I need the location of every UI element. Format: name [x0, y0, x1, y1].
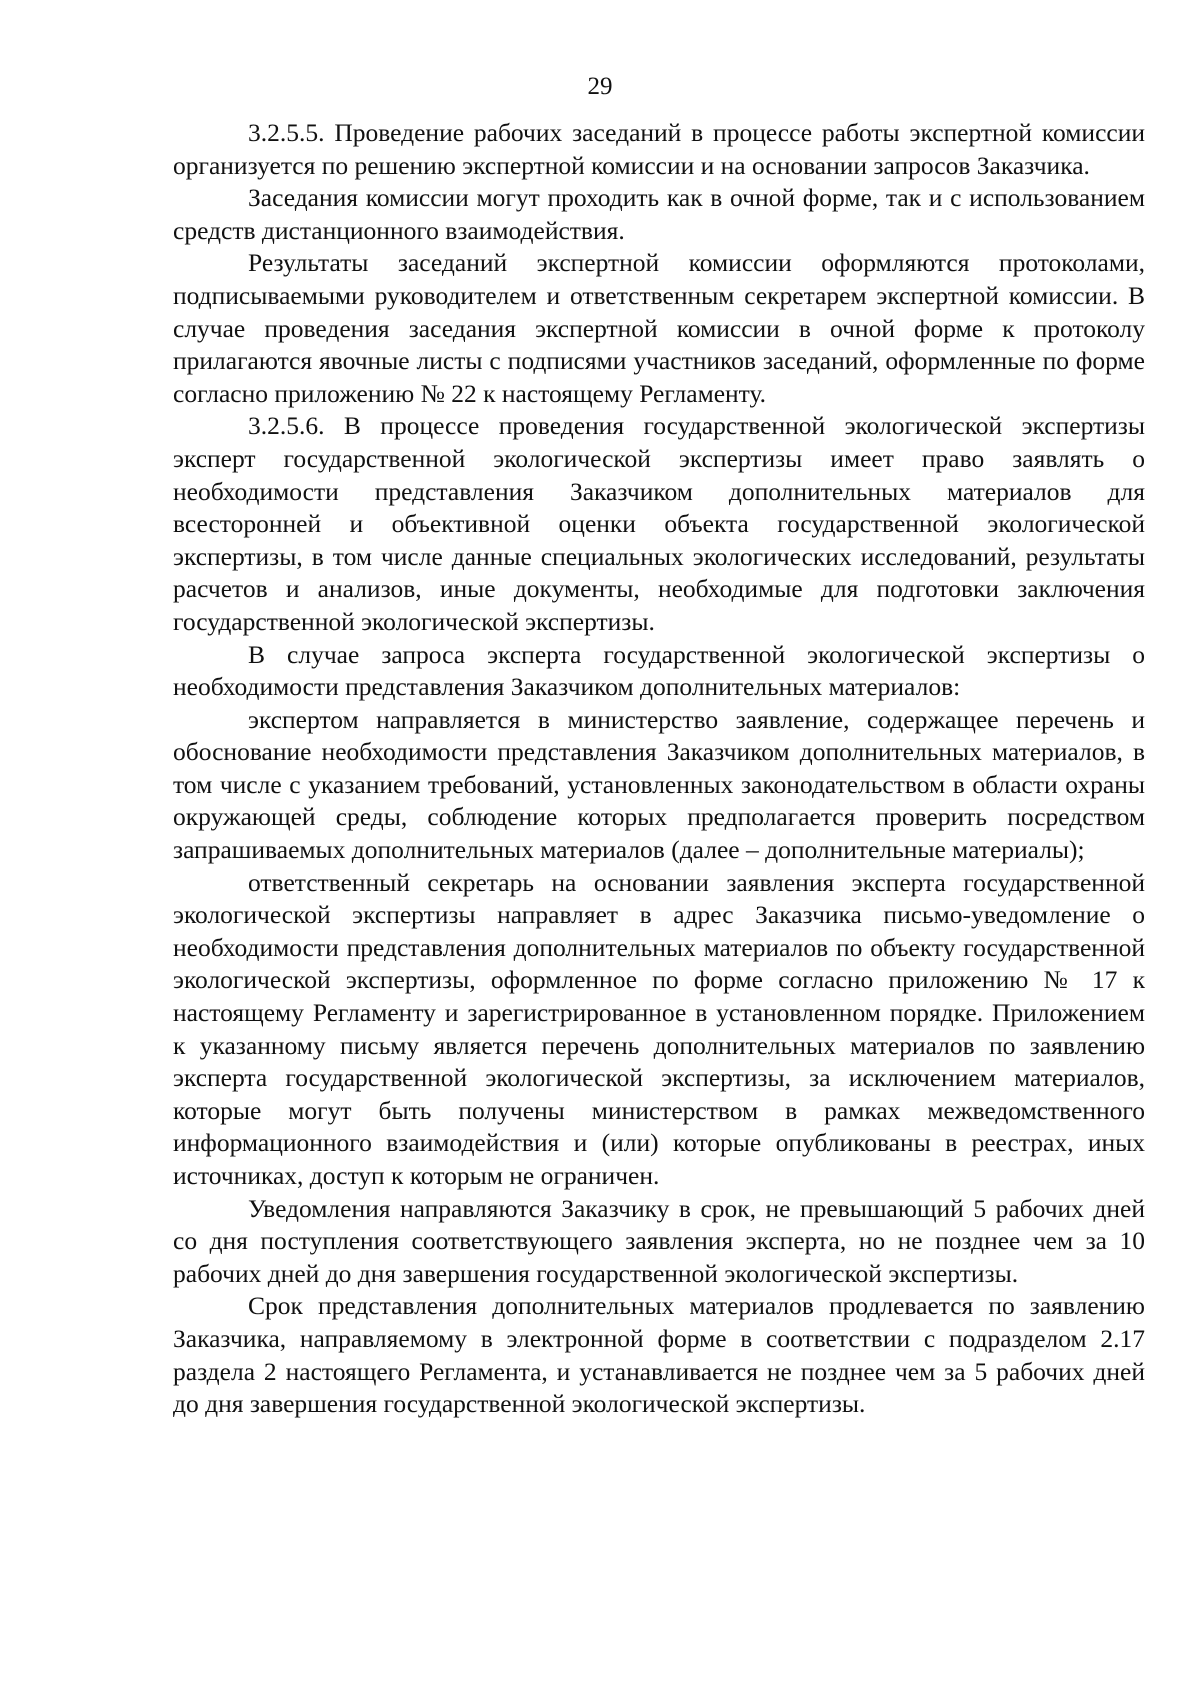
paragraph-meeting-results: Результаты заседаний экспертной комиссии оформляются протоколами, подписываемыми руководителем и ответственным секретарем экспертной комиссии. В случае проведения заседания экспертной комиссии в очной форме к протоколу прилагаются явочные листы с подписями участников заседаний, оформленные по форме согласно приложению № 22 к настоящему Регламенту.: [173, 248, 1145, 408]
paragraph-expert-statement: экспертом направляется в министерство заявление, содержащее перечень и обоснование необходимости представления Заказчиком дополнительных материалов, в том числе с указанием требований, установленных законодательством в области охраны окружающей среды, соблюдение которых предполагается проверить посредством запрашиваемых дополнительных материалов (далее – дополнительные материалы);: [173, 704, 1145, 865]
paragraph-meeting-format: Заседания комиссии могут проходить как в очной форме, так и с использованием средств дистанционного взаимодействия.: [173, 183, 1145, 245]
paragraph-expert-request: В случае запроса эксперта государственной экологической экспертизы о необходимости представления Заказчиком дополнительных материалов:: [173, 639, 1145, 702]
document-body: [173, 117, 1145, 1421]
page-number: 29: [587, 73, 613, 100]
paragraph-3-2-5-6: 3.2.5.6. В процессе проведения государственной экологической экспертизы эксперт государственной экологической экспертизы имеет право заявлять о необходимости представления Заказчиком дополнительных материалов для всесторонней и объективной оценки объекта государственной экологической экспертизы, в том числе данные специальных экологических исследований, результаты расчетов и анализов, иные документы, необходимые для подготовки заключения государственной экологической экспертизы.: [173, 411, 1145, 636]
paragraph-notification-deadline: Уведомления направляются Заказчику в срок, не превышающий 5 рабочих дней со дня поступления соответствующего заявления эксперта, но не позднее чем за 10 рабочих дней до дня завершения государственной экологической экспертизы.: [173, 1193, 1145, 1288]
paragraph-secretary-notice: ответственный секретарь на основании заявления эксперта государственной экологической экспертизы направляет в адрес Заказчика письмо-уведомление о необходимости представления дополнительных материалов по объекту государственной экологической экспертизы, оформленное по форме согласно приложению № 17 к настоящему Регламенту и зарегистрированное в установленном порядке. Приложением к указанному письму является перечень дополнительных материалов по заявлению эксперта государственной экологической экспертизы, за исключением материалов, которые могут быть получены министерством в рамках межведомственного информационного взаимодействия и (или) которые опубликованы в реестрах, иных источниках, доступ к которым не ограничен.: [173, 867, 1145, 1190]
paragraph-materials-deadline: Срок представления дополнительных материалов продлевается по заявлению Заказчика, направляемому в электронной форме в соответствии с подразделом 2.17 раздела 2 настоящего Регламента, и устанавливается не позднее чем за 5 рабочих дней до дня завершения государственной экологической экспертизы.: [173, 1291, 1145, 1419]
paragraph-3-2-5-5: 3.2.5.5. Проведение рабочих заседаний в процессе работы экспертной комиссии организуется по решению экспертной комиссии и на основании запросов Заказчика.: [173, 118, 1145, 180]
